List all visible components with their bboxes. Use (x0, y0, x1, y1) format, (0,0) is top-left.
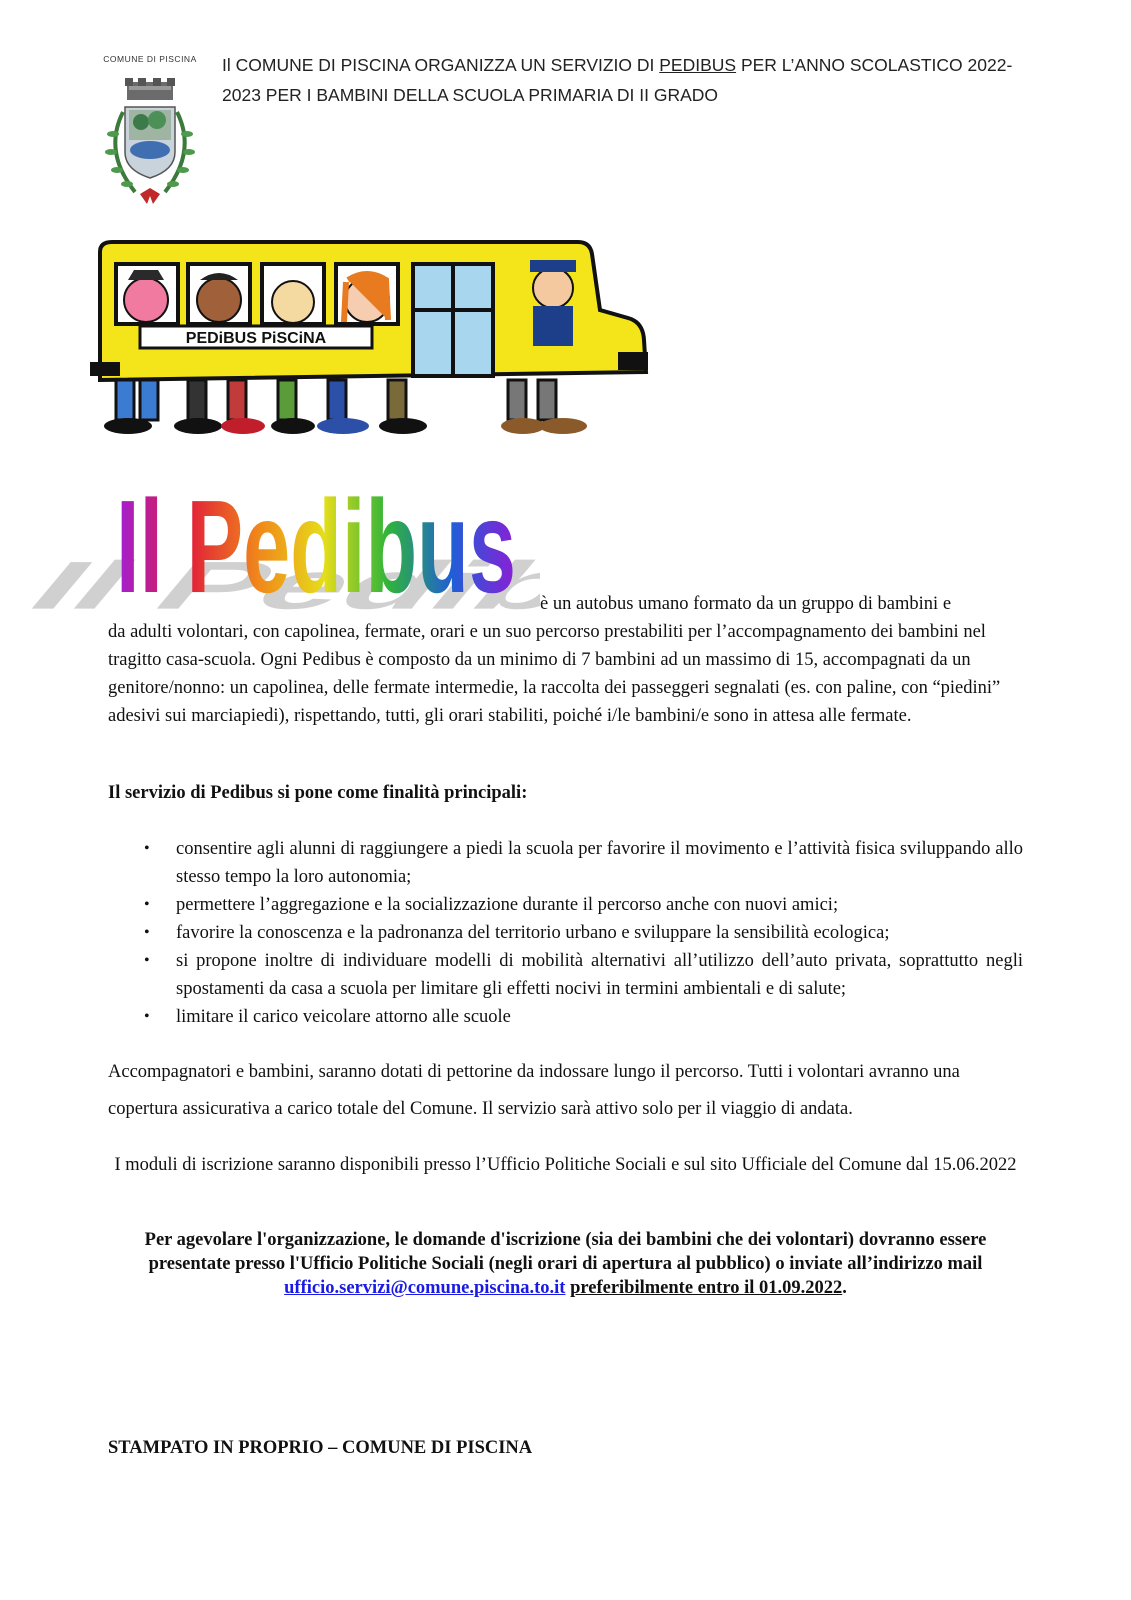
goals-list (108, 835, 1023, 1031)
coat-of-arms-icon (95, 52, 205, 210)
volunteers-paragraph: Accompagnatori e bambini, saranno dotati di pettorine da indossare lungo il percorso. Tutti i volontari avranno una copertura assicurativa a carico totale del Comune. Il servizio sarà attivo solo per il viaggio di andata. (108, 1062, 960, 1119)
wordart-text: Il Pedibus (116, 473, 516, 620)
deadline-paragraph (108, 1228, 1023, 1300)
title-underlined: PEDIBUS (659, 55, 737, 75)
list-item: • si propone inoltre di individuare modelli di mobilità alternativi all’utilizzo dell’auto privata, soprattutto negli spostamenti da casa a scuola per limitare gli effetti nocivi in termini ambientali e di salute; (108, 947, 1023, 1003)
deadline-text: Per agevolare l'organizzazione, le domande d'iscrizione (sia dei bambini che dei volontari) dovranno essere presentate presso l'Ufficio Politiche Sociali (negli orari di apertura al pubblico) o inviate all’indirizzo mail (144, 1230, 987, 1274)
page-title (222, 50, 1042, 110)
coat-of-arms-label: COMUNE DI PISCINA (103, 54, 197, 64)
bus-sign: PEDiBUS PiSCiNA (185, 330, 327, 347)
title-part: Il COMUNE DI PISCINA ORGANIZZA UN SERVIZIO DI (222, 55, 660, 75)
deadline-end: . (842, 1278, 847, 1298)
goals-heading: Il servizio di Pedibus si pone come finalità principali: (108, 783, 528, 803)
email-link[interactable]: ufficio.servizi@comune.piscina.to.it (284, 1278, 566, 1298)
title-part: PER L’ANNO SCOLASTICO 2022-2023 PER I BAMBINI DELLA SCUOLA PRIMARIA DI II GRADO (222, 55, 1013, 105)
wordart-shadow: Il Pedibus (30, 548, 540, 620)
intro-paragraph: da adulti volontari, con capolinea, fermate, orari e un suo percorso prestabiliti per l’accompagnamento dei bambini nel tragitto casa-scuola. Ogni Pedibus è composto da un minimo di 7 bambini ad un massimo di 15, accompagnati da un genitore/nonno: un capolinea, delle fermate intermedie, la raccolta dei passeggeri segnalati (es. con paline, con “piedini” adesivi sui marciapiedi), rispettando, tutti, gli orari stabiliti, poiché i/le bambini/e sono in attesa alle fermate. (108, 622, 1001, 726)
modules-paragraph: I moduli di iscrizione saranno disponibili presso l’Ufficio Politiche Sociali e sul sito Ufficiale del Comune dal 15.06.2022 (114, 1155, 1017, 1175)
coat-of-arms-logo (95, 52, 205, 210)
pedibus-illustration (88, 240, 668, 450)
deadline-date: preferibilmente entro il 01.09.2022 (570, 1278, 843, 1298)
intro-first-line: è un autobus umano formato da un gruppo di bambini e (540, 594, 952, 614)
list-item: • favorire la conoscenza e la padronanza del territorio urbano e sviluppare la sensibilità ecologica; (108, 919, 1023, 947)
footer-note: STAMPATO IN PROPRIO – COMUNE DI PISCINA (108, 1438, 533, 1458)
list-item: • consentire agli alunni di raggiungere a piedi la scuola per favorire il movimento e l’attività fisica sviluppando allo stesso tempo la loro autonomia; (108, 835, 1023, 891)
list-item: • permettere l’aggregazione e la socializzazione durante il percorso anche con nuovi amici; (108, 891, 1023, 919)
pedibus-wordart (30, 470, 540, 620)
list-item: • limitare il carico veicolare attorno alle scuole (108, 1003, 1023, 1031)
